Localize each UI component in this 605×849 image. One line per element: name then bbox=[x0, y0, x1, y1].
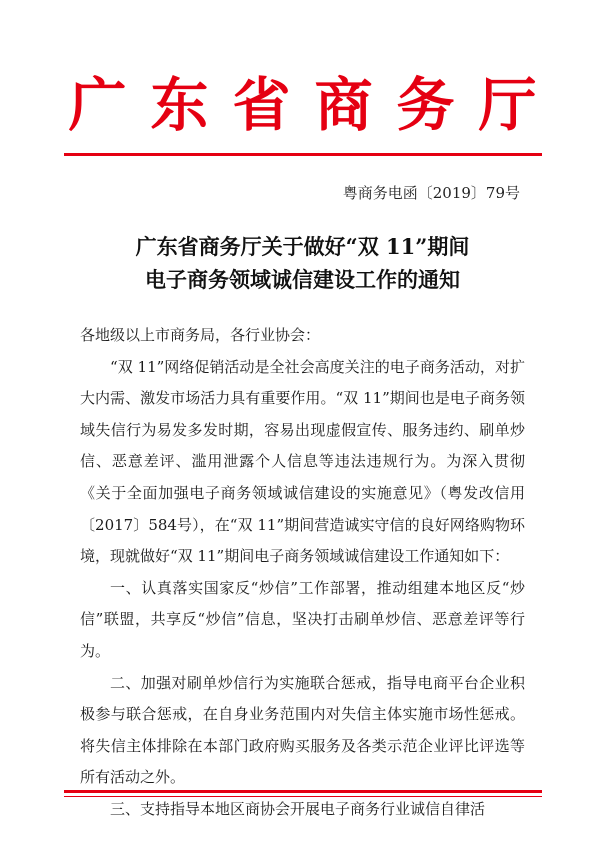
footer-red-rule-thin bbox=[64, 796, 542, 797]
agency-masthead: 广东省商务厅 bbox=[68, 71, 561, 139]
masthead-red-rule bbox=[64, 153, 542, 156]
footer-red-rule-thick bbox=[64, 790, 542, 793]
paragraph-item-1: 一、认真落实国家反“炒信”工作部署，推动组建本地区反“炒信”联盟，共享反“炒信”信息，坚决打击刷单炒信、恶意差评等行为。 bbox=[80, 578, 525, 660]
paragraph-intro: “双 11”网络促销活动是全社会高度关注的电子商务活动，对扩大内需、激发市场活力具有重要作用。“双 11”期间也是电子商务领域失信行为易发多发时期，容易出现虚假宣传、服务违约、刷单炒信、恶意差评、滥用泄露个人信息等违法违规行为。为深入贯彻《关于全面加强电子商务领域诚信建设的实施意见》（粤发改信用〔2017〕584号），在“双 11”期间营造诚实守信的良好网络购物环境，现就做好“双 11”期间电子商务领域诚信建设工作通知如下： bbox=[80, 357, 525, 566]
document-title bbox=[0, 230, 605, 296]
salutation: 各地级以上市商务局，各行业协会： bbox=[80, 326, 321, 344]
paragraph-item-2: 二、加强对刷单炒信行为实施联合惩戒，指导电商平台企业积极参与联合惩戒，在自身业务范围内对失信主体实施市场性惩戒。将失信主体排除在本部门政府购买服务及各类示范企业评比评选等所有活动之外。 bbox=[80, 673, 525, 787]
title-line-1: 广东省商务厅关于做好“双 11”期间 bbox=[135, 234, 470, 259]
document-body bbox=[80, 320, 525, 826]
paragraph-item-3: 三、支持指导本地区商协会开展电子商务行业诚信自律活 bbox=[110, 799, 486, 818]
document-number: 粤商务电函〔2019〕79号 bbox=[342, 184, 520, 202]
title-line-2: 电子商务领域诚信建设工作的通知 bbox=[145, 267, 460, 292]
